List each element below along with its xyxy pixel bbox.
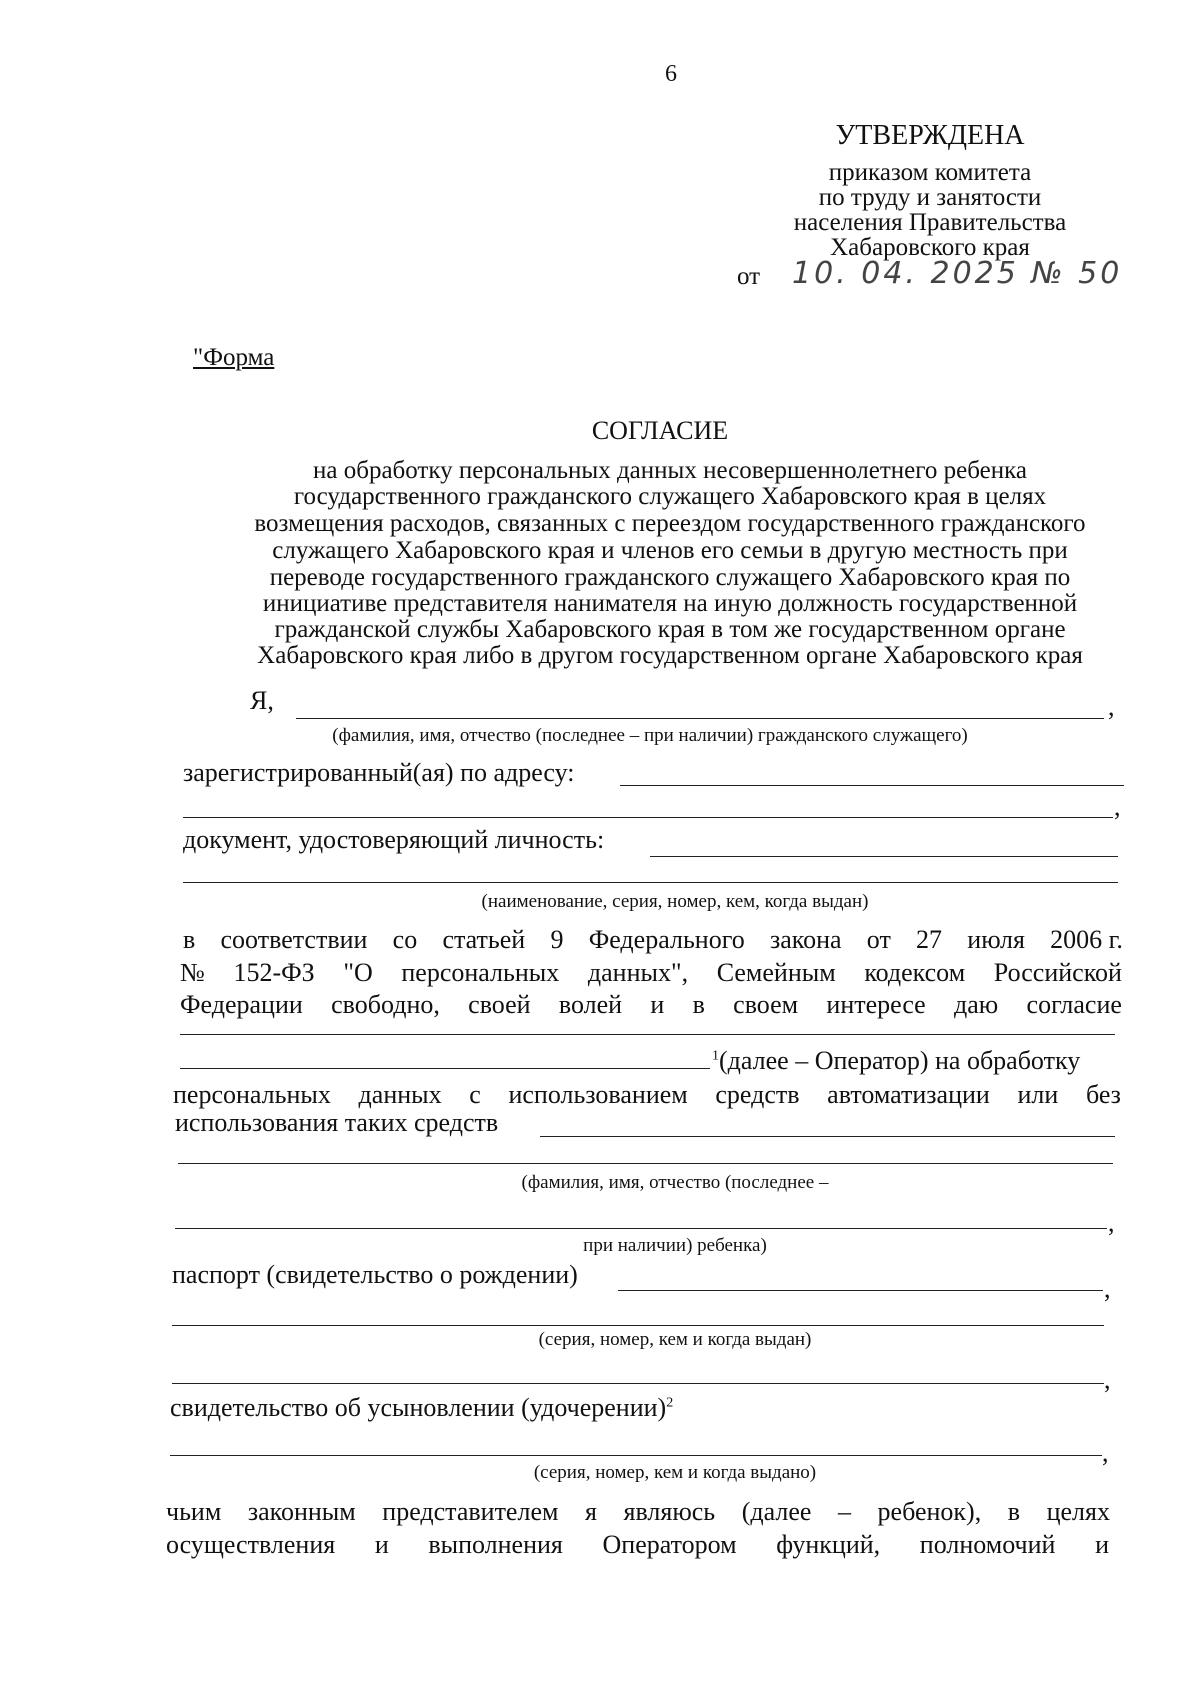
form-label-text: "Форма xyxy=(193,344,275,371)
passport-underline-3 xyxy=(172,1383,1104,1384)
word: статьей xyxy=(442,925,526,954)
word: с xyxy=(469,1080,481,1109)
passport-comma: , xyxy=(1104,1274,1111,1303)
operator-underline-2 xyxy=(180,1068,710,1069)
approval-line-4: Хабаровского края xyxy=(830,234,1030,261)
paragraph-2-line-1 xyxy=(173,1080,1121,1110)
subheading-line: возмещения расходов, связанных с переездом государственного гражданского xyxy=(254,510,1086,537)
word: от xyxy=(866,925,891,954)
address-underline-2 xyxy=(183,817,1113,818)
subheading-line: на обработку персональных данных несовершеннолетнего ребенка xyxy=(313,457,1027,484)
passport-underline-1 xyxy=(618,1290,1103,1291)
word: законным xyxy=(247,1497,356,1526)
approval-line-2: по труду и занятости xyxy=(818,184,1042,211)
subheading-line: переводе государственного гражданского служащего Хабаровского края по xyxy=(269,564,1071,591)
paragraph-2-line-2: использования таких средств xyxy=(175,1108,499,1137)
ya-label: Я, xyxy=(250,686,274,715)
word: – xyxy=(837,1497,851,1526)
word: свободно, xyxy=(331,990,440,1019)
word: 2006 г. xyxy=(1050,925,1123,954)
word: представителем xyxy=(382,1497,559,1526)
adoption-comma: , xyxy=(1102,1438,1109,1467)
word: Семейным xyxy=(716,958,836,987)
word: Федерации xyxy=(180,990,303,1019)
adoption-label-text: свидетельство об усыновлении (удочерении) xyxy=(170,1393,667,1422)
word: Федерального xyxy=(588,925,745,954)
word: функций, xyxy=(776,1530,881,1559)
fio-comma: , xyxy=(1108,692,1115,721)
approval-line-3: населения Правительства xyxy=(793,209,1067,236)
word: данных", xyxy=(587,958,689,987)
word: даю xyxy=(954,990,999,1019)
word: персональных xyxy=(173,1080,331,1109)
paragraph-1-line-3 xyxy=(180,990,1122,1020)
word: выполнения xyxy=(428,1530,563,1559)
address-underline-1 xyxy=(620,785,1124,786)
word: я xyxy=(585,1497,597,1526)
word: данных xyxy=(358,1080,442,1109)
paragraph-3-line-1 xyxy=(166,1497,1110,1527)
word: чьим xyxy=(166,1497,222,1526)
fio-caption: (фамилия, имя, отчество (последнее – при наличии) гражданского служащего) xyxy=(332,725,968,746)
word: персональных xyxy=(401,958,560,987)
word: соответствии xyxy=(220,925,368,954)
adoption-label xyxy=(170,1395,673,1421)
passport-caption: (серия, номер, кем и когда выдан) xyxy=(538,1329,812,1350)
child-caption-2: при наличии) ребенка) xyxy=(583,1235,767,1256)
word: июля xyxy=(967,925,1025,954)
word: 9 xyxy=(550,925,564,954)
word: или xyxy=(1017,1080,1059,1109)
page-number: 6 xyxy=(665,61,677,87)
word: 152-ФЗ xyxy=(233,958,315,987)
approval-line-1: приказом комитета xyxy=(828,159,1032,186)
word: являюсь xyxy=(623,1497,716,1526)
word: со xyxy=(392,925,418,954)
word: согласие xyxy=(1026,990,1122,1019)
word: № xyxy=(180,958,205,987)
document-caption: (наименование, серия, номер, кем, когда выдан) xyxy=(481,891,869,912)
document-heading: СОГЛАСИЕ xyxy=(591,416,729,445)
subheading-line: Хабаровского края либо в другом государственном органе Хабаровского края xyxy=(257,642,1083,669)
subheading-line: инициативе представителя нанимателя на иную должность государственной xyxy=(262,590,1078,617)
document-underline-1 xyxy=(650,856,1118,857)
form-label xyxy=(193,345,274,370)
word: кодексом xyxy=(864,958,966,987)
word: "О xyxy=(343,958,373,987)
operator-label: (далее – Оператор) на обработку xyxy=(719,1046,1081,1075)
child-underline-3 xyxy=(175,1228,1107,1229)
word: и xyxy=(374,1530,389,1559)
address-comma: , xyxy=(1114,792,1121,821)
word: волей xyxy=(558,990,623,1019)
paragraph-1-line-1 xyxy=(183,925,1123,955)
paragraph-1-line-2 xyxy=(180,958,1122,988)
operator-text xyxy=(712,1048,1080,1074)
word: закона xyxy=(769,925,842,954)
word: без xyxy=(1085,1080,1121,1109)
child-comma: , xyxy=(1108,1208,1115,1237)
address-label: зарегистрированный(ая) по адресу: xyxy=(183,758,575,787)
word: средств xyxy=(715,1080,800,1109)
word: своем xyxy=(733,990,799,1019)
word: Оператором xyxy=(602,1530,737,1559)
word: (далее xyxy=(741,1497,812,1526)
word: интересе xyxy=(826,990,926,1019)
word: 27 xyxy=(916,925,943,954)
approval-date-prefix: от xyxy=(737,263,761,290)
word: и xyxy=(650,990,665,1019)
footnote-1-marker: 1 xyxy=(712,1048,719,1064)
document-label: документ, удостоверяющий личность: xyxy=(183,825,605,854)
word: использованием xyxy=(508,1080,688,1109)
subheading-line: гражданской службы Хабаровского края в том же государственном органе xyxy=(274,616,1066,643)
passport-comma-2: , xyxy=(1104,1365,1111,1394)
word: Российской xyxy=(993,958,1122,987)
adoption-underline xyxy=(170,1455,1102,1456)
subheading-line: государственного гражданского служащего Хабаровского края в целях xyxy=(293,483,1047,510)
word: полномочий xyxy=(919,1530,1056,1559)
word: в xyxy=(183,925,196,954)
child-caption-1: (фамилия, имя, отчество (последнее – xyxy=(521,1172,829,1193)
footnote-2-marker: 2 xyxy=(666,1395,674,1411)
word: ребенок), xyxy=(877,1497,982,1526)
document-underline-2 xyxy=(183,882,1118,883)
word: в xyxy=(692,990,705,1019)
word: автоматизации xyxy=(827,1080,990,1109)
approval-title: УТВЕРЖДЕНА xyxy=(835,120,1025,151)
fio-underline xyxy=(296,718,1104,719)
passport-label: паспорт (свидетельство о рождении) xyxy=(172,1260,578,1289)
operator-underline-1 xyxy=(180,1034,1115,1035)
handwritten-date: 10. 04. 2025 № 50 xyxy=(792,256,1123,291)
word: целях xyxy=(1046,1497,1110,1526)
word: осуществления xyxy=(166,1530,336,1559)
word: своей xyxy=(468,990,531,1019)
paragraph-3-line-2 xyxy=(166,1530,1109,1560)
adoption-caption: (серия, номер, кем и когда выдано) xyxy=(533,1462,817,1483)
child-underline-1 xyxy=(540,1136,1115,1137)
word: в xyxy=(1007,1497,1021,1526)
word: и xyxy=(1095,1530,1109,1559)
passport-underline-2 xyxy=(172,1325,1104,1326)
subheading-line: служащего Хабаровского края и членов его семьи в другую местность при xyxy=(272,537,1068,564)
child-underline-2 xyxy=(178,1163,1113,1164)
